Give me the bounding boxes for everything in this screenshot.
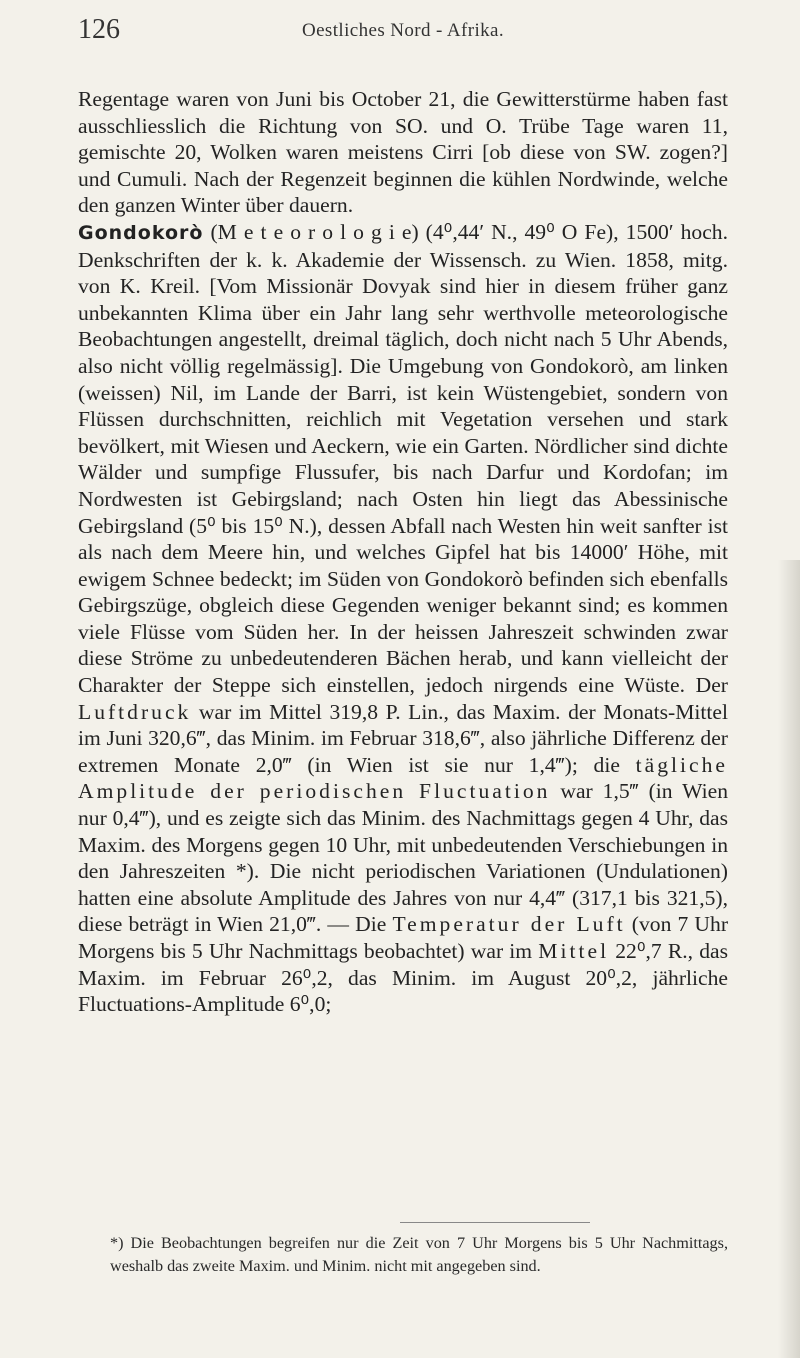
paragraph-text-d: (von 7 Uhr Morgens bis 5 Uhr Nachmittags beobachtet) war im (78, 912, 729, 963)
footnote-text: *) Die Beobachtungen begreifen nur die Zeit von 7 Uhr Morgens bis 5 Uhr Nachmittags, weshalb das zweite Maxim. und Minim. nicht mit angegeben sind. (110, 1234, 728, 1275)
paragraph-text-a: (M e t e o r o l o g i e) (4⁰,44′ N., 49⁰ O Fe), 1500′ hoch. Denkschriften der k. k. Akademie der Wissensch. zu Wien. 1858, mitg. von K. Kreil. [Vom Missionär Dovyak sind hier in diesem früher ganz unbekannten Klima über ein Jahr lang sehr werthvolle meteorologische Beobachtungen angestellt, dreimal täglich, doch nicht nach 5 Uhr Abends, also nicht völlig regelmässig]. Die Umgebung von Gondokorò, am linken (weissen) Nil, im Lande der Barri, ist kein Wüstengebiet, sondern von Flüssen durchschnitten, reichlich mit Vegetation versehen und stark bevölkert, mit Wiesen und Aeckern, wie ein Garten. Nördlicher sind dichte Wälder und sumpfige Flussufer, bis nach Darfur und Kordofan; im Nordwesten ist Gebirgsland; nach Osten hin liegt das Abessinische Gebirgsland (5⁰ bis 15⁰ N.), dessen Abfall nach Westen hin weit sanfter ist als nach dem Meere hin, und welches Gipfel hat bis 14000′ Höhe, mit ewigem Schnee bedeckt; im Süden von Gondokorò befinden sich ebenfalls Gebirgszüge, obgleich diese Gegenden weniger bekannt sind; es kommen viele Flüsse vom Süden her. In der heissen Jahreszeit schwinden zwar diese Ströme zu unbedeutenderen Bächen herab, und kann vielleicht der Charakter der Steppe sich einstellen, jedoch nirgends eine Wüste. Der (78, 219, 728, 698)
term-luftdruck: Luftdruck (78, 699, 192, 724)
footnote (78, 1232, 728, 1278)
paragraph-text-b: war im Mittel 319,8 P. Lin., das Maxim. der Monats-Mittel im Juni 320,6‴, das Minim. im Februar 318,6‴, also jährliche Differenz der extremen Monate 2,0‴ (in Wien ist sie nur 1,4‴); die (78, 699, 728, 777)
footnote-divider (400, 1222, 590, 1223)
paragraph-text-e: 22⁰,7 R., das Maxim. im Februar 26⁰,2, das Minim. im August 20⁰,2, jährliche Fluctuations-Amplitude 6⁰,0; (78, 939, 728, 1017)
body-text (78, 86, 728, 1018)
term-temperatur: Temperatur der Luft (392, 912, 626, 937)
term-amplitude: tägliche Amplitude der periodischen Fluctuation (78, 752, 728, 804)
page-header (78, 14, 728, 54)
running-head: Oestliches Nord - Afrika. (301, 20, 505, 41)
paragraph-text-c: war 1,5‴ (in Wien nur 0,4‴), und es zeigte sich das Minim. des Nachmittags gegen 4 Uhr, das Maxim. des Morgens gegen 10 Uhr, mit unbedeutenden Verschiebungen in den Jahreszeiten *). Die nicht periodischen Variationen (Undulationen) hatten eine absolute Amplitude des Jahres von nur 4,4‴ (317,1 bis 321,5), diese beträgt in Wien 21,0‴. — Die (78, 779, 728, 937)
term-mittel: Mittel (538, 939, 610, 963)
paragraph-rain: Regentage waren von Juni bis October 21, die Gewitterstürme haben fast ausschliesslich die Richtung von SO. und O. Trübe Tage waren 11, gemischte 20, Wolken waren meistens Cirri [ob diese von SW. zogen?] und Cumuli. Nach der Regenzeit beginnen die kühlen Nordwinde, welche den ganzen Winter über dauern. (78, 87, 728, 218)
paragraph-gondokoro (78, 219, 728, 1018)
place-name-heading: Gondokorò (78, 221, 204, 244)
page-edge-shadow (778, 560, 800, 1358)
page-number: 126 (78, 14, 120, 45)
